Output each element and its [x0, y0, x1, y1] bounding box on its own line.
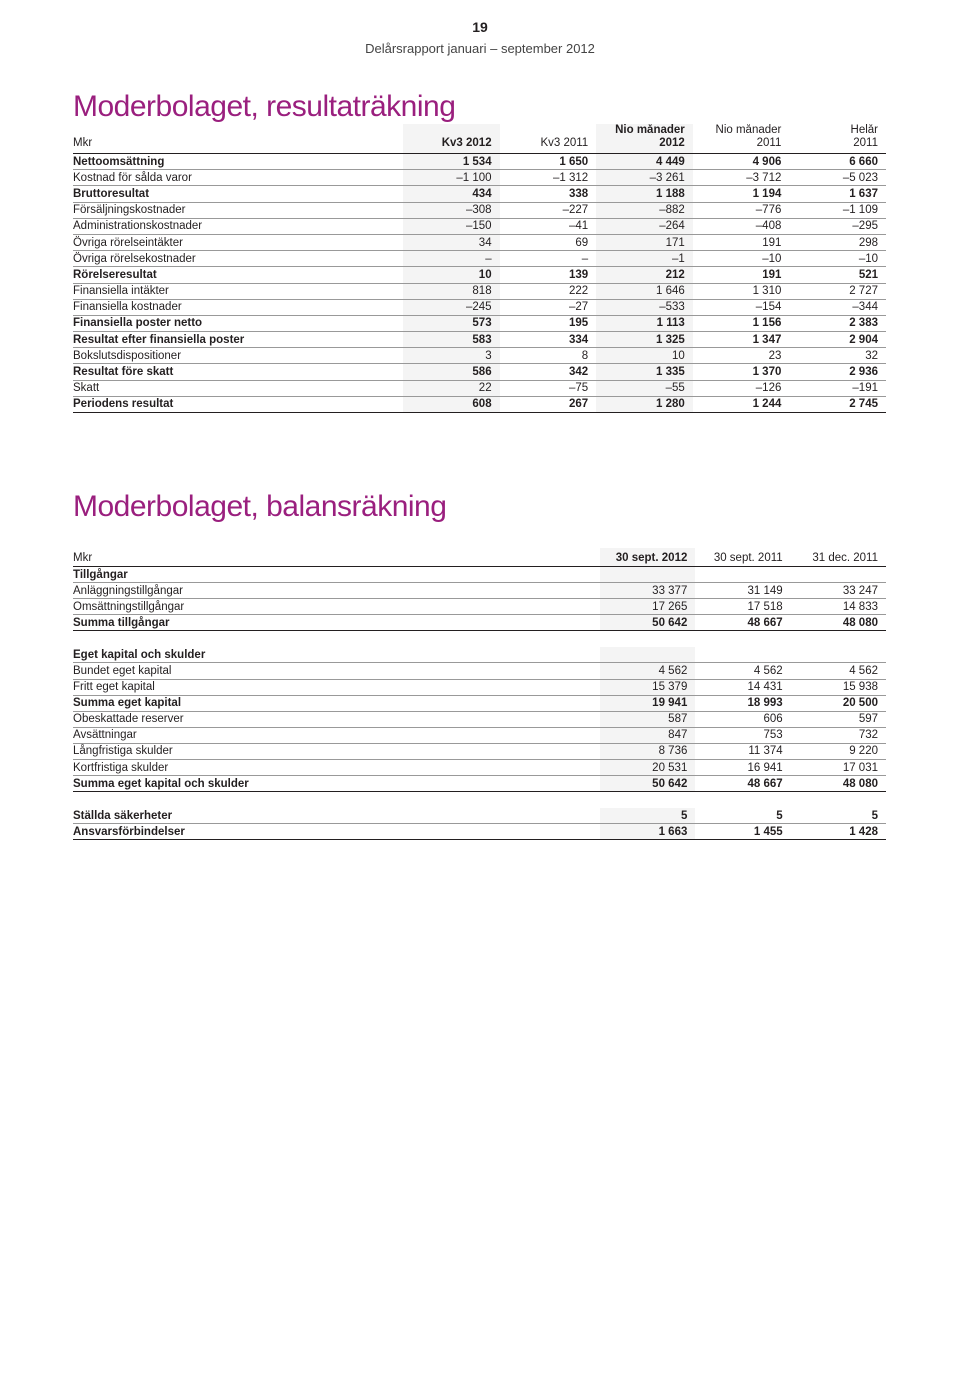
section-heading-row [73, 647, 886, 663]
value-cell: –41 [569, 220, 589, 233]
column-header: 30 sept. 2011 [713, 552, 783, 564]
value-cell: 48 080 [842, 777, 878, 790]
value-cell: 17 031 [842, 761, 878, 774]
value-cell: 1 188 [596, 186, 693, 202]
row-label: Summa tillgångar [73, 616, 170, 629]
income-header-row [73, 124, 886, 154]
table-row [73, 218, 886, 234]
row-label: Anläggningstillgångar [73, 584, 183, 597]
value-cell: 69 [575, 236, 589, 249]
value-cell: 34 [403, 234, 500, 250]
row-label: Omsättningstillgångar [73, 600, 185, 613]
page-number: 19 [472, 19, 488, 35]
income-statement-title: Moderbolaget, resultaträkning [73, 90, 456, 123]
value-cell [791, 631, 886, 647]
balance-header-row [73, 548, 886, 567]
balance-sheet-table [73, 548, 886, 840]
column-header: 30 sept. 2012 [600, 548, 695, 567]
row-label: Summa eget kapital [73, 697, 182, 710]
row-label: Resultat före skatt [73, 366, 174, 379]
value-cell: 1 646 [596, 283, 693, 299]
income-statement-table [73, 124, 886, 413]
value-cell: 1 325 [596, 332, 693, 348]
value-cell: –308 [403, 202, 500, 218]
row-label: Periodens resultat [73, 398, 174, 411]
row-label: Administrationskostnader [73, 220, 203, 233]
value-cell: –191 [852, 382, 878, 395]
section-heading-row [73, 567, 886, 583]
row-label: Finansiella intäkter [73, 285, 169, 298]
table-row [73, 315, 886, 331]
table-row [73, 332, 886, 348]
value-cell: 1 244 [752, 398, 782, 411]
value-cell: 20 500 [842, 697, 878, 710]
row-label: Ställda säkerheter [73, 809, 173, 822]
value-cell: 33 377 [600, 583, 695, 599]
value-cell [600, 647, 695, 663]
value-cell: –126 [755, 382, 782, 395]
value-cell: –776 [755, 204, 782, 217]
table-row [73, 202, 886, 218]
value-cell: 10 [403, 267, 500, 283]
value-cell: –154 [755, 301, 782, 314]
value-cell: – [403, 251, 500, 267]
row-label [73, 792, 600, 808]
table-row [73, 808, 886, 824]
value-cell: –1 100 [403, 170, 500, 186]
table-row [73, 824, 886, 840]
balance-sheet-title: Moderbolaget, balansräkning [73, 490, 447, 523]
value-cell: 1 637 [849, 187, 878, 200]
value-cell [791, 567, 886, 583]
value-cell: 267 [569, 398, 589, 411]
row-label: Långfristiga skulder [73, 745, 173, 758]
table-row [73, 234, 886, 250]
value-cell: 4 449 [596, 154, 693, 170]
value-cell: 32 [865, 349, 878, 362]
row-label: Kortfristiga skulder [73, 761, 169, 774]
value-cell: 847 [600, 727, 695, 743]
value-cell: 1 280 [596, 396, 693, 412]
column-header: 31 dec. 2011 [812, 552, 878, 564]
value-cell [695, 631, 790, 647]
value-cell: 2 904 [849, 333, 878, 346]
value-cell: 732 [858, 729, 878, 742]
table-row [73, 695, 886, 711]
value-cell: 48 667 [747, 616, 783, 629]
table-row [73, 743, 886, 759]
row-label: Eget kapital och skulder [73, 648, 206, 661]
value-cell: 2 383 [849, 317, 878, 330]
value-cell: 1 113 [596, 315, 693, 331]
table-row [73, 663, 886, 679]
value-cell: 48 667 [747, 777, 783, 790]
value-cell: 2 936 [849, 366, 878, 379]
table-row [73, 251, 886, 267]
value-cell: 587 [600, 711, 695, 727]
value-cell: 171 [596, 234, 693, 250]
value-cell: 22 [403, 380, 500, 396]
row-label: Tillgångar [73, 568, 128, 581]
value-cell: –882 [596, 202, 693, 218]
value-cell: –1 109 [842, 204, 878, 217]
value-cell: 2 745 [849, 398, 878, 411]
value-cell: 4 562 [600, 663, 695, 679]
value-cell: 11 374 [748, 745, 783, 758]
value-cell: –1 312 [553, 171, 589, 184]
value-cell: 5 [871, 809, 878, 822]
value-cell: –10 [858, 252, 878, 265]
spacer-row [73, 631, 886, 647]
value-cell: 50 642 [600, 615, 695, 631]
value-cell: –295 [852, 220, 878, 233]
value-cell: 139 [569, 268, 589, 281]
value-cell: 1 455 [753, 825, 783, 838]
value-cell: 4 906 [752, 155, 782, 168]
row-label: Finansiella poster netto [73, 317, 203, 330]
value-cell: 15 938 [842, 681, 878, 694]
value-cell: 212 [596, 267, 693, 283]
income-body [73, 154, 886, 413]
value-cell: –150 [403, 218, 500, 234]
value-cell: 15 379 [600, 679, 695, 695]
row-label [73, 631, 600, 647]
table-row [73, 348, 886, 364]
value-cell: 1 663 [600, 824, 695, 840]
value-cell: 818 [403, 283, 500, 299]
value-cell: 14 833 [842, 600, 878, 613]
value-cell: 521 [858, 268, 878, 281]
table-row [73, 679, 886, 695]
value-cell: – [581, 252, 589, 265]
row-label: Summa eget kapital och skulder [73, 777, 249, 790]
value-cell: –533 [596, 299, 693, 315]
row-label: Bundet eget kapital [73, 665, 172, 678]
value-cell: 4 562 [849, 665, 878, 678]
value-cell: 8 [581, 349, 589, 362]
column-header: Helår 2011 [850, 124, 878, 149]
table-row [73, 599, 886, 615]
spacer-row [73, 792, 886, 808]
value-cell: 6 660 [849, 155, 878, 168]
value-cell: –27 [569, 301, 589, 314]
value-cell: 23 [768, 349, 782, 362]
value-cell: 1 194 [752, 187, 782, 200]
row-label: Övriga rörelsekostnader [73, 252, 196, 265]
value-cell: –408 [755, 220, 782, 233]
value-cell: 1 335 [596, 364, 693, 380]
table-row [73, 727, 886, 743]
table-row [73, 615, 886, 631]
value-cell: 608 [403, 396, 500, 412]
value-cell: 298 [858, 236, 878, 249]
value-cell: 2 727 [849, 285, 878, 298]
value-cell: 9 220 [849, 745, 878, 758]
value-cell [600, 567, 695, 583]
column-header: Nio månader 2011 [715, 124, 782, 149]
table-row [73, 380, 886, 396]
value-cell: 583 [403, 332, 500, 348]
value-cell [600, 792, 695, 808]
column-header: Nio månader 2012 [596, 124, 693, 154]
value-cell: –55 [596, 380, 693, 396]
value-cell: 334 [569, 333, 589, 346]
value-cell: 4 562 [753, 665, 783, 678]
column-header: Kv3 2012 [403, 124, 500, 154]
value-cell [695, 567, 790, 583]
value-cell: –75 [569, 382, 589, 395]
value-cell: 17 518 [747, 600, 783, 613]
table-row [73, 583, 886, 599]
value-cell: –3 712 [746, 171, 782, 184]
value-cell: 33 247 [842, 584, 878, 597]
value-cell: 753 [763, 729, 783, 742]
column-header: Mkr [73, 552, 93, 564]
value-cell: –344 [852, 301, 878, 314]
value-cell: 1 156 [752, 317, 782, 330]
value-cell: 338 [569, 187, 589, 200]
value-cell: 19 941 [600, 695, 695, 711]
column-header: Mkr [73, 137, 93, 149]
report-title: Delårsrapport januari – september 2012 [365, 41, 595, 56]
row-label: Försäljningskostnader [73, 204, 186, 217]
row-label: Nettoomsättning [73, 155, 165, 168]
value-cell: –10 [762, 252, 782, 265]
value-cell: 342 [569, 366, 589, 379]
value-cell: 3 [403, 348, 500, 364]
value-cell: 18 993 [747, 697, 783, 710]
value-cell: 1 534 [403, 154, 500, 170]
value-cell: 5 [776, 809, 783, 822]
value-cell [791, 647, 886, 663]
value-cell: 1 650 [559, 155, 589, 168]
column-header: Kv3 2011 [540, 137, 589, 149]
value-cell: –245 [403, 299, 500, 315]
value-cell: 20 531 [600, 760, 695, 776]
value-cell: –1 [596, 251, 693, 267]
value-cell: 31 149 [747, 584, 783, 597]
value-cell: 16 941 [747, 761, 783, 774]
value-cell: 586 [403, 364, 500, 380]
value-cell: 1 310 [752, 285, 782, 298]
value-cell: 434 [403, 186, 500, 202]
table-row [73, 711, 886, 727]
row-label: Resultat efter finansiella poster [73, 333, 245, 346]
value-cell: 14 431 [747, 681, 783, 694]
value-cell [600, 631, 695, 647]
value-cell: 191 [762, 268, 782, 281]
value-cell [791, 792, 886, 808]
value-cell: 1 428 [849, 825, 878, 838]
table-row [73, 283, 886, 299]
table-row [73, 267, 886, 283]
table-row [73, 299, 886, 315]
table-row [73, 170, 886, 186]
value-cell: –264 [596, 218, 693, 234]
table-row [73, 364, 886, 380]
value-cell: 597 [858, 713, 878, 726]
row-label: Bruttoresultat [73, 187, 150, 200]
value-cell: 5 [600, 808, 695, 824]
value-cell: 8 736 [600, 743, 695, 759]
value-cell: 17 265 [600, 599, 695, 615]
row-label: Kostnad för sålda varor [73, 171, 192, 184]
row-label: Obeskattade reserver [73, 713, 184, 726]
table-row [73, 396, 886, 412]
row-label: Avsättningar [73, 729, 137, 742]
value-cell [695, 647, 790, 663]
value-cell: 1 370 [752, 366, 782, 379]
row-label: Fritt eget kapital [73, 681, 155, 694]
row-label: Skatt [73, 382, 100, 395]
table-row [73, 154, 886, 170]
table-row [73, 186, 886, 202]
row-label: Rörelseresultat [73, 268, 157, 281]
value-cell: –227 [562, 204, 589, 217]
table-row [73, 760, 886, 776]
row-label: Finansiella kostnader [73, 301, 182, 314]
value-cell: 573 [403, 315, 500, 331]
value-cell: 606 [763, 713, 783, 726]
value-cell: –5 023 [842, 171, 878, 184]
row-label: Bokslutsdispositioner [73, 349, 182, 362]
row-label: Övriga rörelseintäkter [73, 236, 183, 249]
value-cell: 1 347 [752, 333, 782, 346]
table-row [73, 776, 886, 792]
value-cell: 222 [569, 285, 589, 298]
value-cell: 195 [569, 317, 589, 330]
value-cell: 48 080 [842, 616, 878, 629]
row-label: Ansvarsförbindelser [73, 825, 185, 838]
value-cell: 10 [596, 348, 693, 364]
balance-body [73, 567, 886, 840]
value-cell: 191 [762, 236, 782, 249]
value-cell [695, 792, 790, 808]
value-cell: 50 642 [600, 776, 695, 792]
value-cell: –3 261 [596, 170, 693, 186]
